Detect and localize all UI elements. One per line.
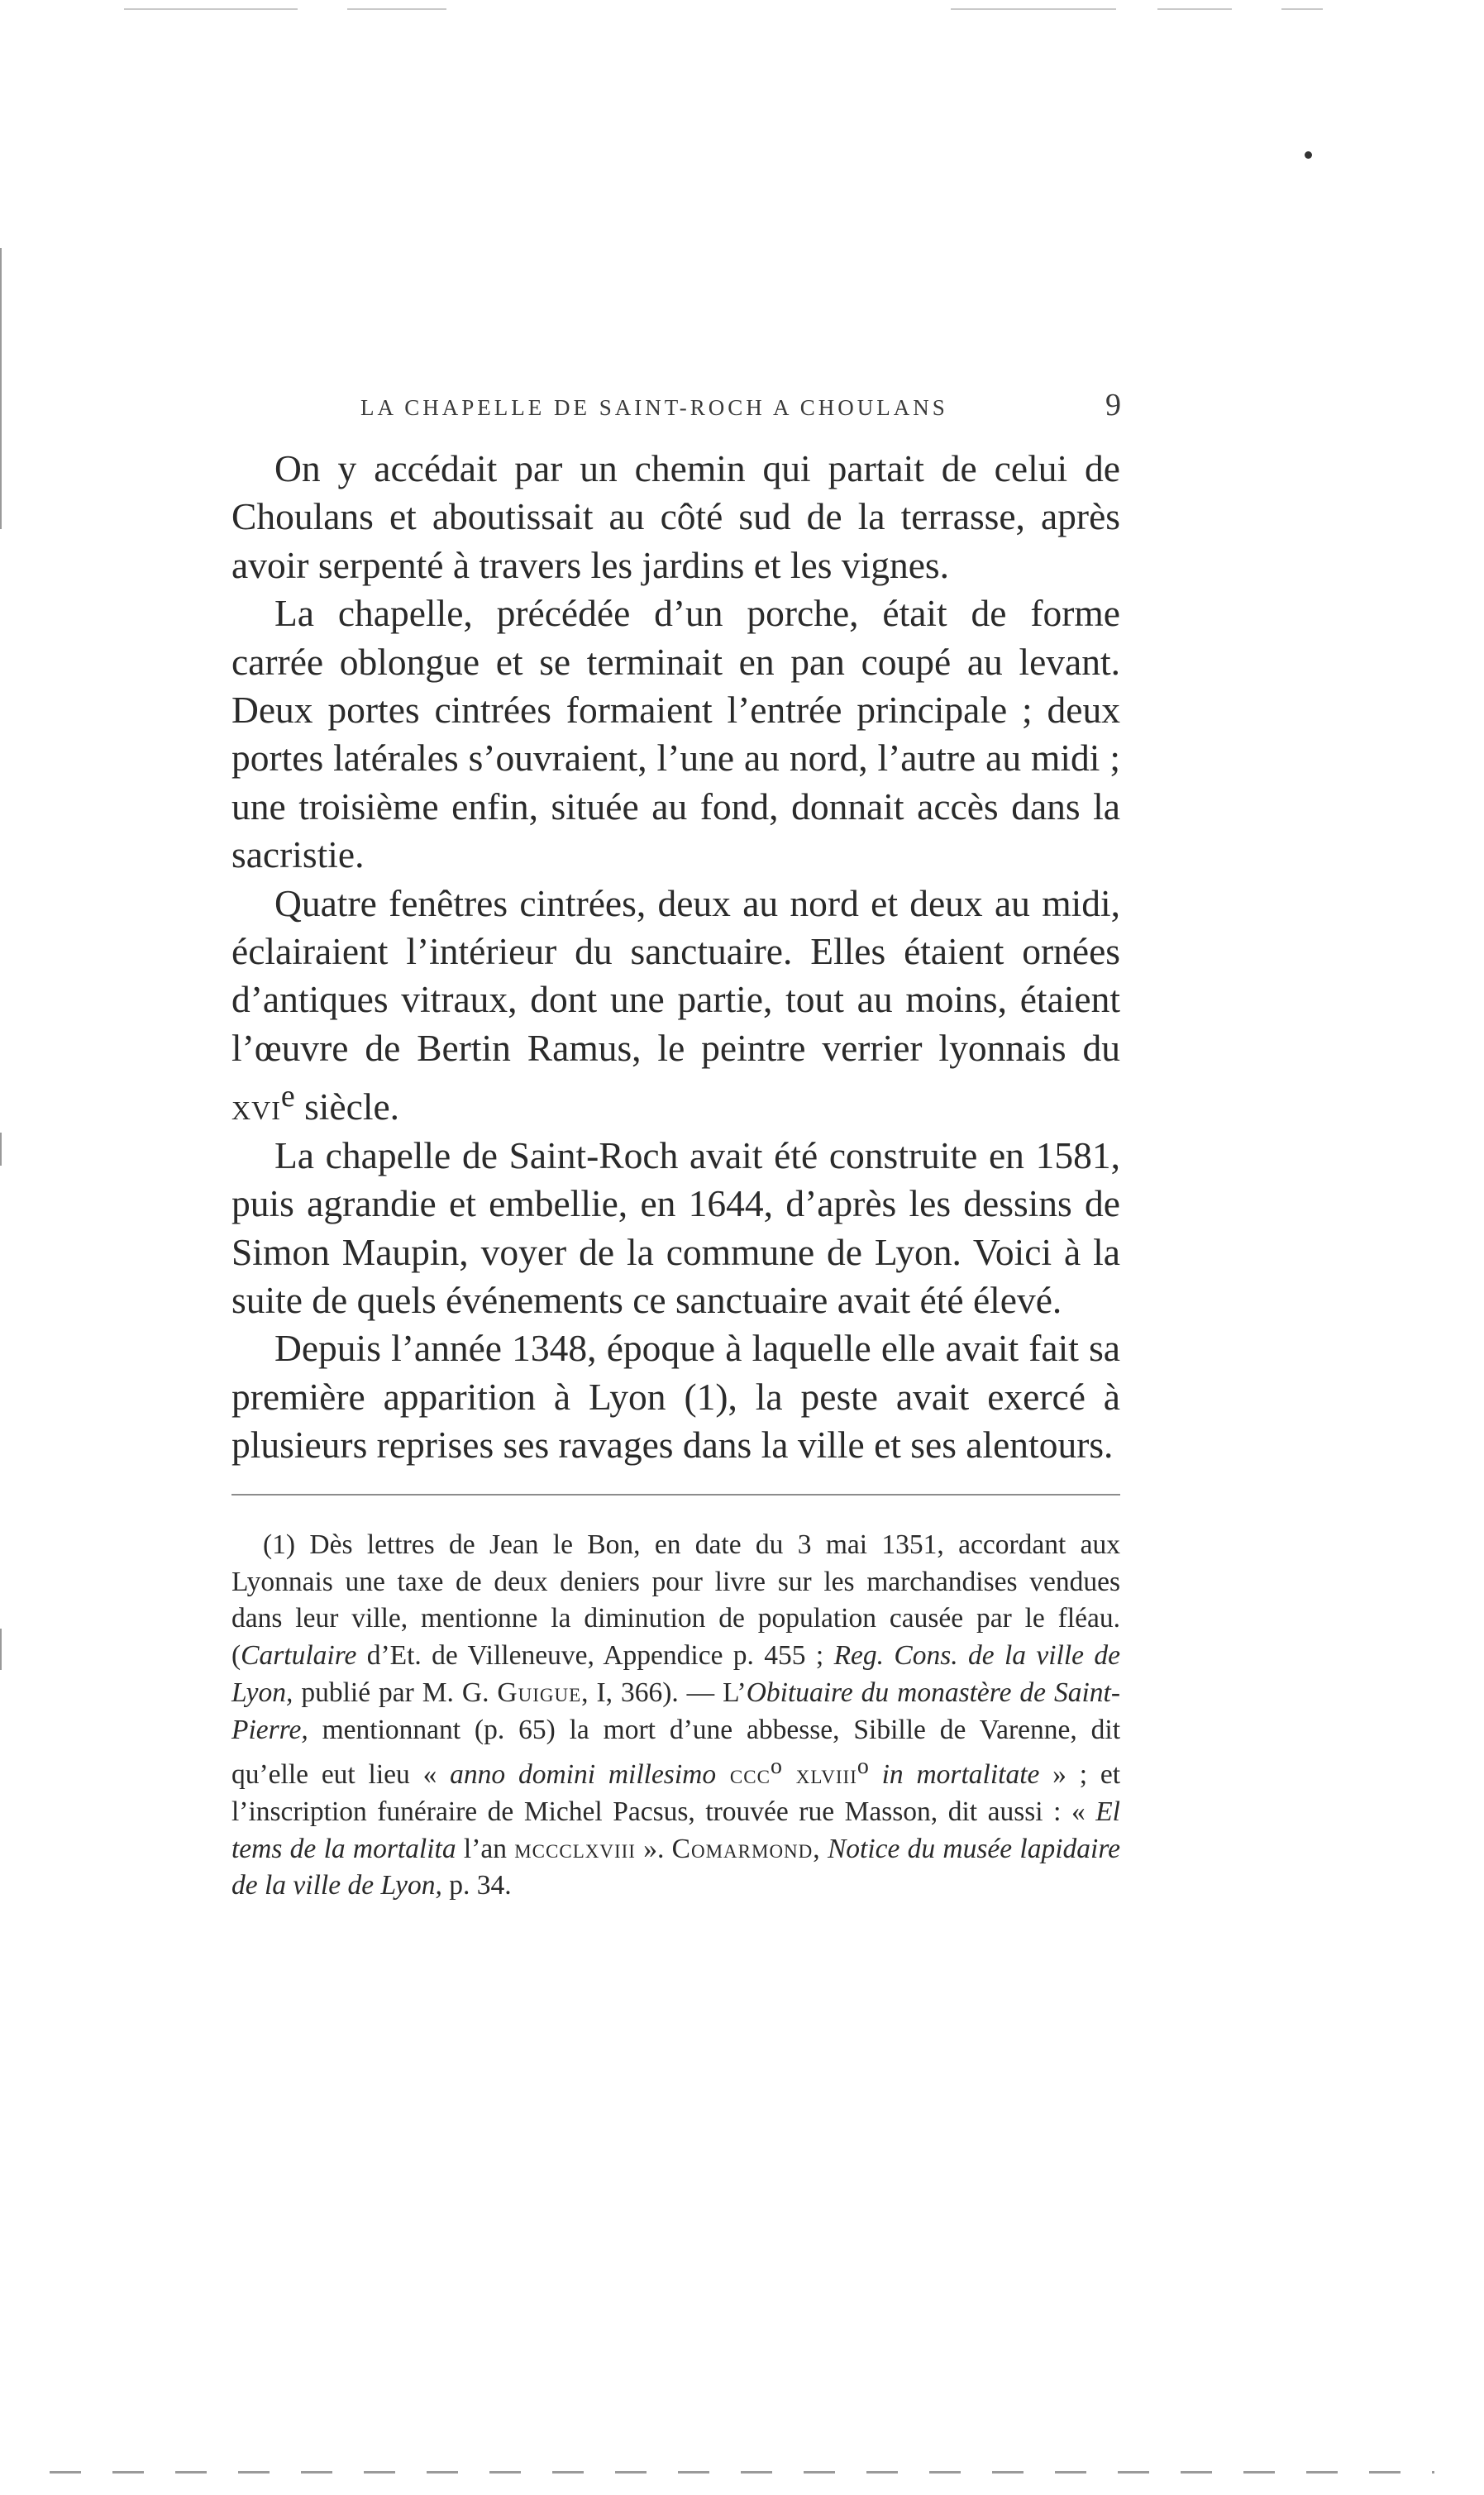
paragraph-text: siècle.: [294, 1085, 400, 1128]
paragraph: [231, 880, 1120, 1132]
footnote: [231, 1527, 1120, 1905]
superscript: o: [770, 1753, 782, 1780]
footnote-segment: » ; et l’inscription funéraire de Michel Pacsus, trouvée rue Masson, dit aussi : «: [231, 1759, 1121, 1828]
scan-edge-line: [1157, 8, 1232, 10]
footnote-segment: mentionnant (p. 65) la mort d’une abbesse, Sibille de Varenne, dit qu’elle eut lieu «: [231, 1714, 1120, 1791]
footnote-italic: Cartulaire: [241, 1640, 357, 1672]
roman-numeral: ccc: [716, 1759, 771, 1791]
paragraph: La chapelle, précédée d’un porche, était de forme carrée oblongue et se terminait en pan coupé au levant. Deux portes cintrées formaient l’entrée principale ; deux portes latérales s’ouvraient, l’une au nord, l’autre au midi ; une troisième enfin, située au fond, donnait accès dans la sacristie.: [231, 592, 1120, 876]
footnote-italic: Obituaire du monastère de Saint-Pierre,: [231, 1677, 1120, 1745]
footnote-italic: anno domini millesimo: [450, 1759, 717, 1791]
footnote-italic: Notice du musée lapidaire de la ville de Lyon,: [231, 1833, 1121, 1901]
roman-numeral: mccclxviii: [514, 1833, 636, 1864]
running-title: LA CHAPELLE DE SAINT-ROCH A CHOULANS: [360, 395, 948, 420]
scan-edge-line: [1281, 8, 1323, 10]
footnote-text: [231, 1527, 1120, 1905]
footnote-rule: [231, 1494, 1120, 1496]
scan-bottom-dashes: [50, 2471, 1434, 2474]
superscript: e: [280, 1079, 295, 1114]
paragraph: Depuis l’année 1348, époque à laquelle elle avait fait sa première apparition à Lyon (1), la peste avait exercé à plusieurs reprises ses ravages dans la ville et ses alentours.: [231, 1327, 1120, 1467]
page-header: [360, 387, 1121, 423]
superscript: o: [857, 1753, 869, 1780]
footnote-segment: , I, 366). — L’: [581, 1677, 747, 1708]
scan-edge-mark: [0, 1133, 2, 1166]
footnote-segment: p. 34.: [441, 1870, 512, 1901]
footnote-segment: publié par M. G.: [293, 1677, 498, 1708]
scan-edge-mark: [0, 1629, 2, 1670]
page-number: 9: [1105, 388, 1121, 422]
footnote-italic: in mortalitate: [881, 1759, 1040, 1791]
century-numeral: xvi: [231, 1085, 281, 1128]
scan-edge-line: [347, 8, 446, 10]
author-name: Guigue: [497, 1677, 582, 1708]
footnote-segment: d’Et. de Villeneuve, Appendice p. 455 ;: [356, 1640, 834, 1672]
footnote-segment: [869, 1759, 882, 1790]
body-text: [231, 445, 1120, 1470]
paragraph: La chapelle de Saint-Roch avait été construite en 1581, puis agrandie et embellie, en 1644, d’après les dessins de Simon Maupin, voyer de la commune de Lyon. Voici à la suite de quels événements ce sanctuaire avait été élevé.: [231, 1133, 1120, 1322]
footnote-segment: l’an: [456, 1833, 515, 1864]
scan-edge-line: [951, 8, 1116, 10]
footnote-segment: ,: [813, 1833, 828, 1864]
ink-speck: [1305, 151, 1312, 159]
scan-edge-line: [124, 8, 298, 10]
author-name: Comarmond: [671, 1833, 814, 1864]
footnote-italic: El tems de la mortalita: [231, 1796, 1120, 1864]
paragraph-text: Quatre fenêtres cintrées, deux au nord et deux au midi, éclairaient l’intérieur du sanctuaire. Elles étaient ornées d’antiques vitraux, dont une partie, tout au moins, étaient l’œuvre de Bertin Ramus, le peintre verrier lyonnais du: [231, 881, 1120, 1069]
footnote-italic: Reg. Cons. de la ville de Lyon,: [231, 1640, 1121, 1708]
footnote-segment: ».: [635, 1833, 672, 1864]
roman-numeral: xlviii: [781, 1759, 857, 1791]
scan-edge-mark: [0, 248, 2, 529]
paragraph: On y accédait par un chemin qui partait de celui de Choulans et aboutissait au côté sud de la terrasse, après avoir serpenté à travers les jardins et les vignes.: [231, 447, 1120, 586]
footnote-segment: (1) Dès lettres de Jean le Bon, en date du 3 mai 1351, accordant aux Lyonnais une taxe de deux deniers pour livre sur les marchandises vendues dans leur ville, mentionne la diminution de population causée par le fléau. (: [231, 1529, 1120, 1672]
